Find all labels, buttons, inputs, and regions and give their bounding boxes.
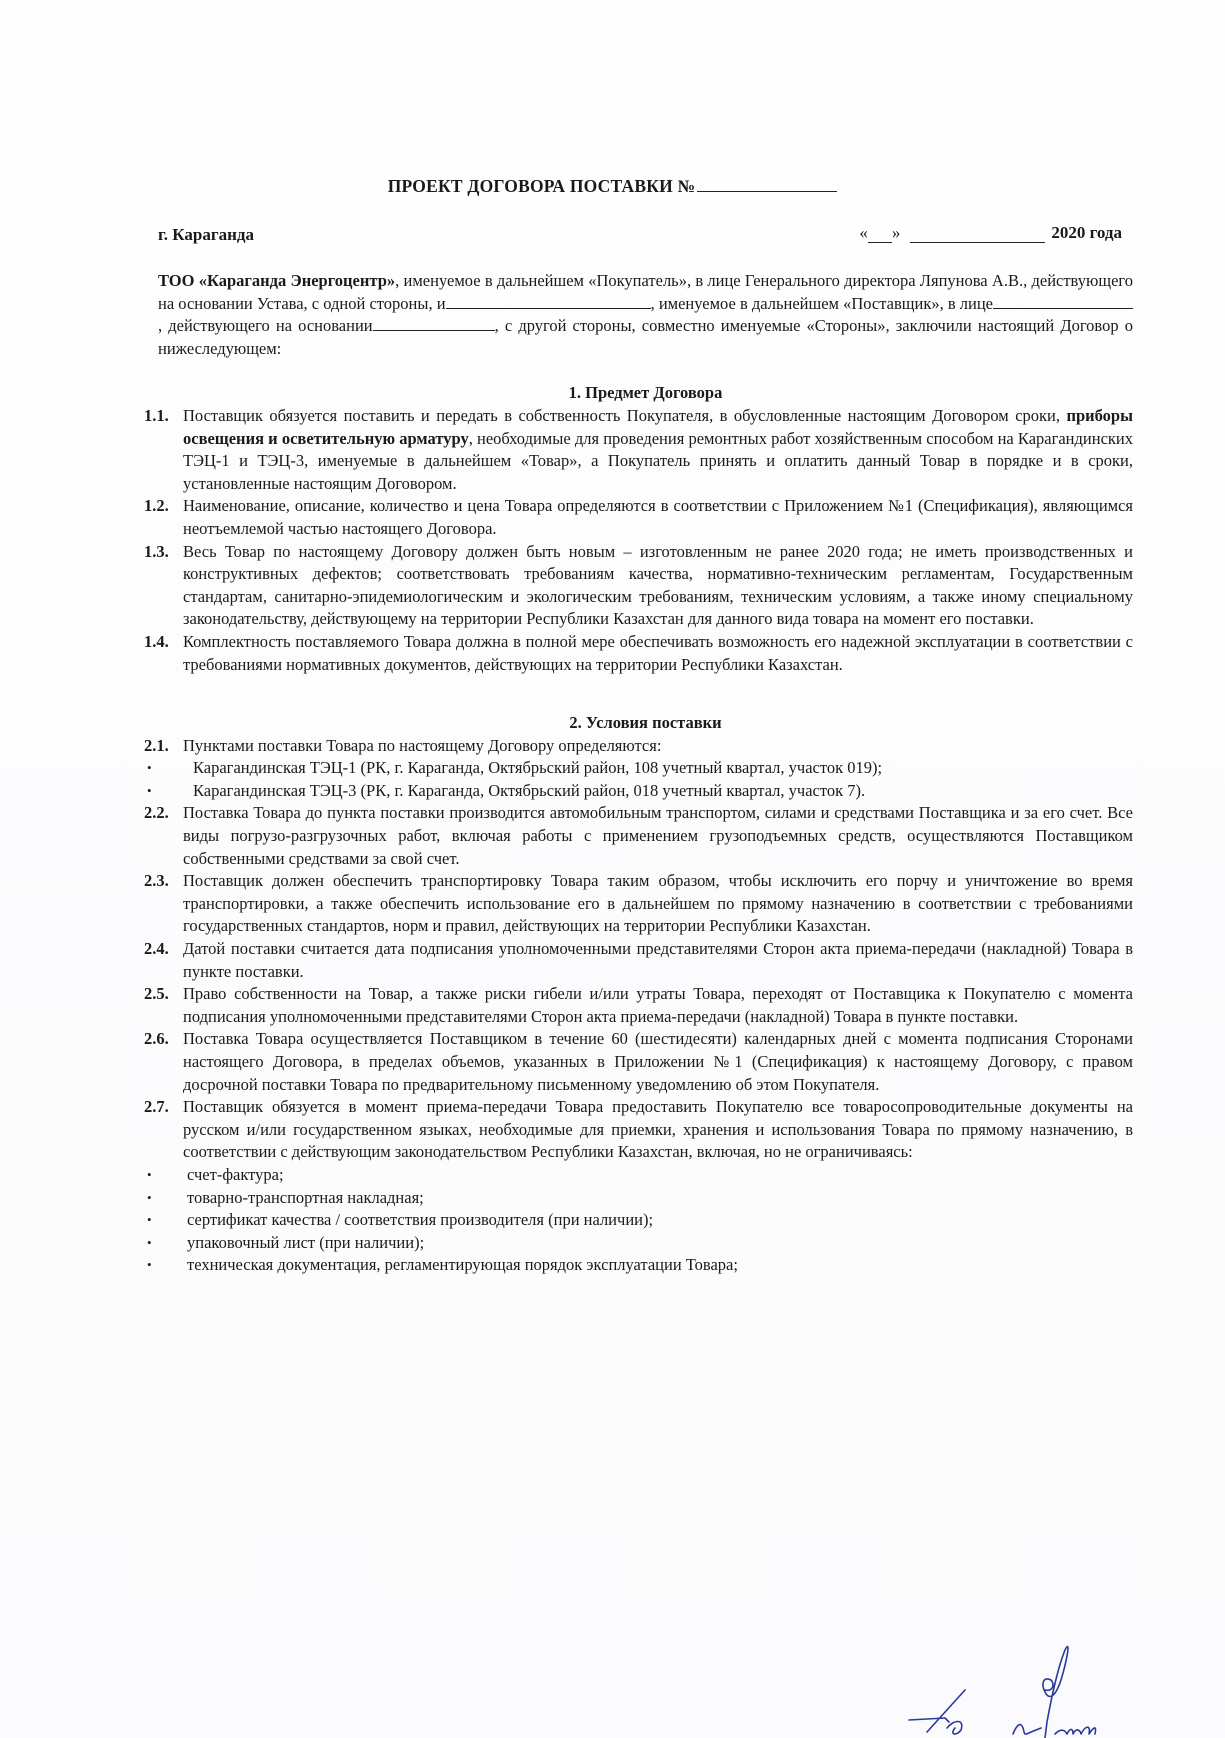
document-list-text: товарно-транспортная накладная; [187,1187,424,1207]
clause-2-6 [144,1028,1133,1096]
clause-number: 2.1. [144,735,169,755]
bullet-icon: • [147,1212,152,1228]
document-list-item [144,1254,1133,1277]
document-list-text: сертификат качества / соответствия производителя (при наличии); [187,1210,654,1230]
signature-flourish [1043,1647,1068,1738]
clause-text: Датой поставки считается дата подписания уполномоченными представителями Сторон акта приема-передачи (накладной) Товара в пункте поставки. [183,939,1133,981]
buyer-name: ТОО «Караганда Энергоцентр» [158,271,396,290]
section-heading-1: 1. Предмет Договора [568,383,723,403]
title-text: ПРОЕКТ ДОГОВОРА ПОСТАВКИ № [387,176,696,196]
clause-number: 2.7. [144,1097,169,1117]
document-list-item [144,1232,1133,1255]
clause-2-1 [144,735,1133,758]
bullet-icon: • [147,782,152,798]
clause-text: Поставщик должен обеспечить транспортировку Товара таким образом, чтобы исключить его порчу и уничтожение во время транспортировки, а также обеспечить использование его в дальнейшем по прямому назначению в соответствии с требованиями государственных стандартов, норм и правил, действующих на территории Республики Казахстан. [183,871,1133,936]
clause-number: 2.2. [144,803,169,823]
clause-1-4 [144,631,1133,676]
document-title [0,175,1225,197]
supplier-authority-blank[interactable] [373,316,495,331]
clause-number: 2.6. [144,1029,169,1049]
document-list-item [144,1164,1133,1187]
document-body [144,270,1134,1277]
clause-number: 1.2. [144,496,169,516]
bullet-icon: • [147,1257,152,1273]
delivery-point-text: Карагандинская ТЭЦ-1 (РК, г. Караганда, Октябрьский район, 108 учетный квартал, участок 019); [193,758,883,778]
clause-number: 1.3. [144,541,169,561]
clause-number: 1.4. [144,631,169,651]
signature-initials-1 [909,1690,965,1734]
clause-text-cont: , необходимые для проведения ремонтных работ хозяйственным способом на Карагандинских ТЭЦ-1 и ТЭЦ-3, именуемые в дальнейшем «Товар», а Покупатель принять и оплатить данный Товар в порядке и в сроки, установленные настоящим Договором. [183,428,1133,493]
date-close-quote: » [891,223,901,242]
clause-text: Комплектность поставляемого Товара должна в полной мере обеспечивать возможность его надежной эксплуатации в соответствии с требованиями нормативных документов, действующих на территории Республики Казахстан. [183,631,1133,674]
clause-text: Поставка Товара осуществляется Поставщиком в течение 60 (шестидесяти) календарных дней с момента подписания Сторонами настоящего Договора, в пределах объемов, указанных в Приложении №1 (Спецификация) к настоящему Договору, с правом досрочной поставки Товара по предварительному письменному уведомлению об этом Покупателя. [183,1029,1133,1094]
signature-initials-2 [1013,1725,1041,1734]
clause-number: 2.5. [144,984,169,1004]
clause-1-3 [144,541,1133,631]
preamble-part-1: , именуемое в дальнейшем «Покупатель», в лице Генерального директора Ляпунова А.В., действующего на основании Устава, с одной стороны, и [158,271,1134,313]
clause-2-4 [144,938,1133,983]
clause-number: 2.3. [144,871,169,891]
signature-name [1055,1727,1096,1734]
city: г. Караганда [158,225,254,244]
goods-subject: приборы освещения и осветительную арматуру [183,405,1133,448]
contract-date [859,223,1122,243]
document-list-item [144,1187,1133,1210]
clause-text: Поставщик обязуется в момент приема-передачи Товара предоставить Покупателю все товаросопроводительные документы на русском и/или государственном языках, необходимые для приемки, хранения и использования Товара по прямому назначению, в соответствии с действующим законодательством Республики Казахстан, включая, но не ограничиваясь: [183,1097,1133,1162]
clause-text: Пунктами поставки Товара по настоящему Договору определяются: [183,735,662,755]
bullet-icon: • [147,1234,152,1250]
preamble-part-3: , действующего на основании [158,316,373,336]
clause-number: 1.1. [144,405,169,425]
preamble-part-2: , именуемое в дальнейшем «Поставщик», в лице [650,293,993,313]
bullet-icon: • [147,1166,152,1182]
document-list-item [144,1209,1133,1232]
clause-1-1 [144,405,1133,495]
day-blank[interactable] [868,226,892,243]
delivery-point [144,757,1133,780]
bullet-icon: • [147,760,152,776]
document-list-text: техническая документация, регламентирующая порядок эксплуатации Товара; [187,1255,738,1275]
supplier-representative-blank[interactable] [993,294,1133,309]
clause-text: Поставка Товара до пункта поставки производится автомобильным транспортом, силами и средствами Поставщика и за его счет. Все виды погрузо-разгрузочных работ, включая работы с применением грузоподъемных средств, осуществляются Поставщиком собственными средствами за свой счет. [183,803,1133,868]
preamble [158,270,1133,360]
clause-text: Право собственности на Товар, а также риски гибели и/или утраты Товара, переходят от Поставщика к Покупателю с момента подписания уполномоченными представителями Сторон акта приема-передачи (накладной) Товара в пункте поставки. [183,984,1133,1026]
section-heading-2: 2. Условия поставки [569,713,722,733]
bullet-icon: • [147,1189,152,1205]
clause-text: Наименование, описание, количество и цена Товара определяются в соответствии с Приложением №1 (Спецификация), являющимся неотъемлемой частью настоящего Договора. [183,496,1133,538]
clause-text: Поставщик обязуется поставить и передать в собственность Покупателя, в обусловленные настоящим Договором сроки, [183,405,1067,425]
date-open-quote: « [859,223,868,242]
clause-2-7 [144,1096,1133,1164]
month-blank[interactable] [910,226,1045,243]
document-list-text: счет-фактура; [187,1164,284,1184]
clause-2-2 [144,802,1133,870]
clause-2-3 [144,870,1133,938]
clause-text: Весь Товар по настоящему Договору должен быть новым – изготовленным не ранее 2020 года; не иметь производственных и конструктивных дефектов; соответствовать требованиям качества, нормативно-техническим регламентам, Государственным стандартам, санитарно-эпидемиологическим и экологическим требованиям, техническим условиям, а также иному специальному законодательству, действующему на территории Республики Казахстан для данного вида товара на момент его поставки. [183,541,1133,629]
contract-number-blank[interactable] [697,175,837,192]
clause-2-5 [144,983,1133,1028]
document-list-text: упаковочный лист (при наличии); [187,1232,425,1252]
supplier-name-blank[interactable] [446,294,651,309]
delivery-point [144,780,1133,803]
handwritten-signatures [905,1640,1125,1738]
clause-1-2 [144,495,1133,540]
date-year: 2020 года [1051,223,1122,242]
delivery-point-text: Карагандинская ТЭЦ-3 (РК, г. Караганда, Октябрьский район, 018 учетный квартал, участок 7). [193,780,866,800]
preamble-part-4: , с другой стороны, совместно именуемые «Стороны», заключили настоящий Договор о нижеследующем: [158,316,1133,358]
clause-number: 2.4. [144,939,169,959]
